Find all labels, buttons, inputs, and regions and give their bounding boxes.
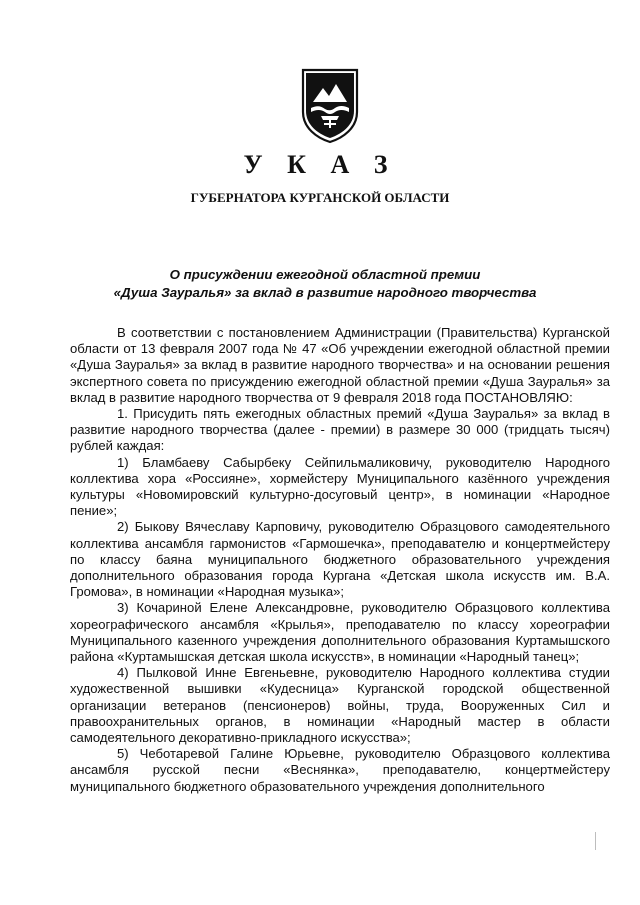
awardee-item-5: 5) Чеботаревой Галине Юрьевне, руководителю Образцового коллектива ансамбля русской песни «Веснянка», преподавателю, концертмейстеру муниципального бюджетного образовательного учреждения дополнительного	[70, 746, 610, 794]
preamble-paragraph: В соответствии с постановлением Администрации (Правительства) Курганской области от 13 февраля 2007 года № 47 «Об учреждении ежегодной областной премии «Душа Зауралья» за вклад в развитие народного творчества» и на основании решения экспертного совета по присуждению ежегодной областной премии «Душа Зауралья» за вклад в развитие народного творчества от 9 февраля 2018 года ПОСТАНОВЛЯЮ:	[70, 325, 610, 405]
awardee-item-1: 1) Бламбаеву Сабырбеку Сейпильмаликовичу, руководителю Народного коллектива хора «Россияне», хормейстеру Муниципального казённого учреждения культуры «Новомировский культурно-досуговый центр», в номинации «Народное пение»;	[70, 454, 610, 519]
awardee-item-3: 3) Кочариной Елене Александровне, руководителю Образцового коллектива хореографического ансамбля «Крылья», преподавателю по классу хореографии Муниципального казенного учреждения дополнительного образования Куртамышского района «Куртамышская детская школа искусств», в номинации «Народный танец»;	[70, 600, 610, 665]
coat-of-arms-icon	[299, 66, 361, 144]
decree-issuer: ГУБЕРНАТОРА КУРГАНСКОЙ ОБЛАСТИ	[190, 190, 450, 205]
heading-line-1: О присуждении ежегодной областной премии	[169, 267, 481, 282]
document-body	[70, 325, 610, 795]
awardee-item-2: 2) Быкову Вячеславу Карповичу, руководителю Образцового самодеятельного коллектива ансамбля гармонистов «Гармошечка», преподавателю и концертмейстеру по классу баяна муниципального бюджетного образовательного учреждения дополнительного образования города Кургана «Детская школа искусств им. В.А. Громова», в номинации «Народная музыка»;	[70, 519, 610, 600]
document-heading	[60, 266, 590, 302]
scan-edge-mark	[595, 832, 596, 850]
decree-point-1: 1. Присудить пять ежегодных областных премий «Душа Зауралья» за вклад в развитие народного творчества (далее - премии) в размере 30 000 (тридцать тысяч) рублей каждая:	[70, 406, 610, 454]
awardee-item-4: 4) Пылковой Инне Евгеньевне, руководителю Народного коллектива студии художественной вышивки «Кудесница» Курганской городской общественной организации ветеранов (пенсионеров) войны, труда, Вооруженных Сил и правоохранительных органов, в номинации «Народный мастер в области самодеятельного декоративно-прикладного искусства»;	[70, 665, 610, 746]
heading-line-2: «Душа Зауралья» за вклад в развитие народного творчества	[113, 285, 537, 300]
decree-title: У К А З	[243, 150, 397, 179]
